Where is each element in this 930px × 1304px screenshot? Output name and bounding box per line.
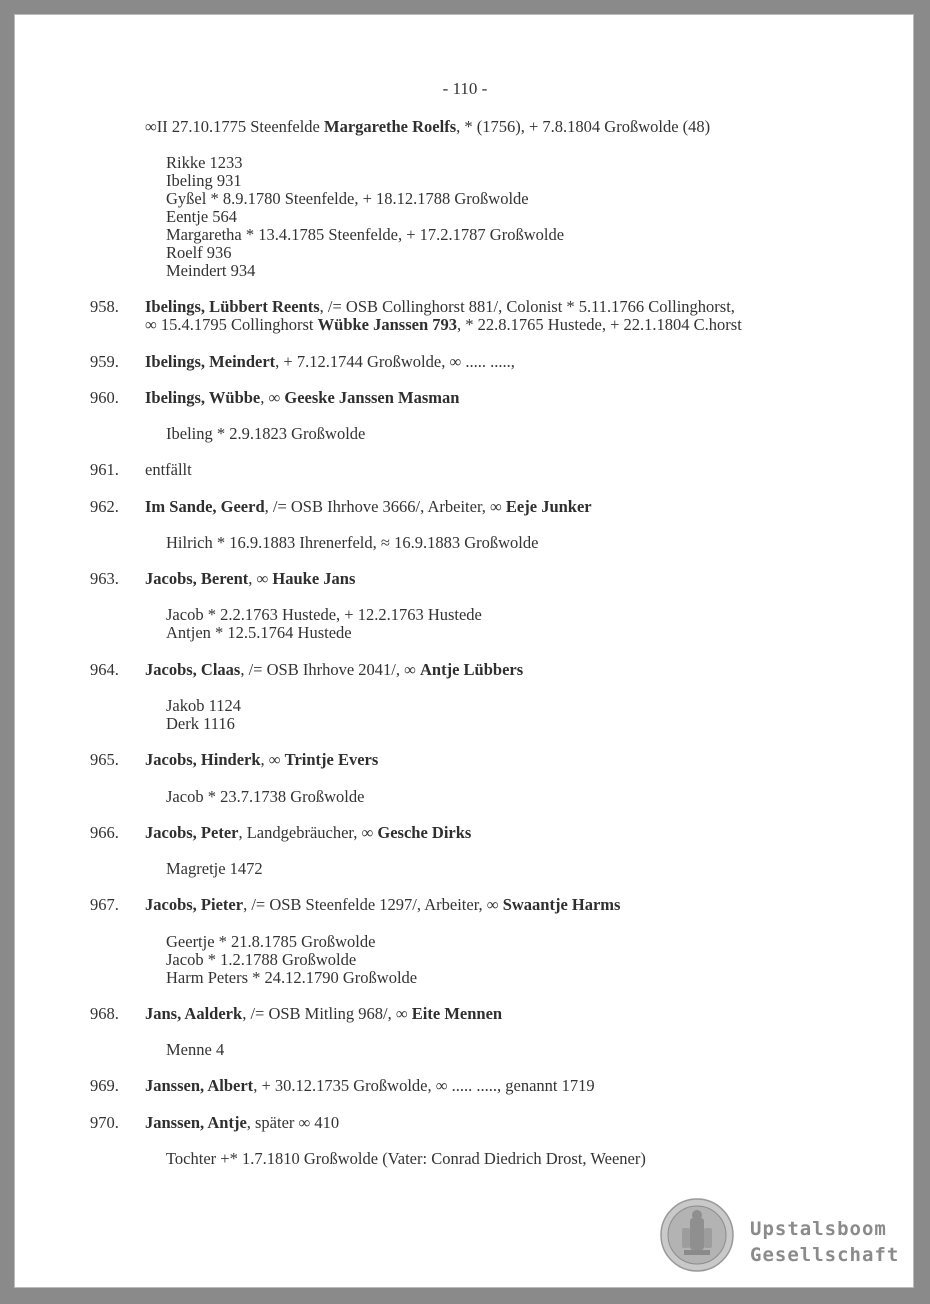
entry-line: Ibelings, Wübbe, ∞ Geeske Janssen Masman bbox=[145, 388, 460, 407]
entry-line: Ibelings, Meindert, + 7.12.1744 Großwolde, ∞ ..... ....., bbox=[145, 352, 515, 371]
entry-line: Ibelings, Lübbert Reents, /= OSB Collinghorst 881/, Colonist * 5.11.1766 Collinghorst, bbox=[145, 297, 735, 316]
child-line: Roelf 936 bbox=[166, 243, 232, 262]
entry-number: 958. bbox=[90, 297, 119, 316]
page-number: - 110 - bbox=[442, 79, 488, 98]
entry-number: 963. bbox=[90, 569, 119, 588]
entry-number: 959. bbox=[90, 352, 119, 371]
child-line: Ibeling 931 bbox=[166, 171, 242, 190]
child-line: Antjen * 12.5.1764 Hustede bbox=[166, 623, 352, 642]
entry-line: ∞ 15.4.1795 Collinghorst Wübke Janssen 793, * 22.8.1765 Hustede, + 22.1.1804 C.horst bbox=[145, 315, 742, 334]
child-line: Harm Peters * 24.12.1790 Großwolde bbox=[166, 968, 418, 987]
entry-number: 964. bbox=[90, 660, 119, 679]
entry-number: 967. bbox=[90, 895, 119, 914]
child-line: Meindert 934 bbox=[166, 261, 256, 280]
entry-line: Jacobs, Hinderk, ∞ Trintje Evers bbox=[145, 750, 379, 769]
child-line: Ibeling * 2.9.1823 Großwolde bbox=[166, 424, 366, 443]
child-line: Gyßel * 8.9.1780 Steenfelde, + 18.12.1788 Großwolde bbox=[166, 189, 529, 208]
child-line: Eentje 564 bbox=[166, 207, 238, 226]
entry-line: Jacobs, Berent, ∞ Hauke Jans bbox=[145, 569, 356, 588]
entry-line: Jacobs, Pieter, /= OSB Steenfelde 1297/, Arbeiter, ∞ Swaantje Harms bbox=[145, 895, 621, 914]
entry-line: entfällt bbox=[145, 460, 192, 479]
entry-number: 968. bbox=[90, 1004, 119, 1023]
entry-line: Jacobs, Peter, Landgebräucher, ∞ Gesche Dirks bbox=[145, 823, 472, 842]
child-line: Hilrich * 16.9.1883 Ihrenerfeld, ≈ 16.9.1883 Großwolde bbox=[166, 533, 539, 552]
entry-line: Jacobs, Claas, /= OSB Ihrhove 2041/, ∞ Antje Lübbers bbox=[145, 660, 524, 679]
entry-number: 970. bbox=[90, 1113, 119, 1132]
entry-number: 961. bbox=[90, 460, 119, 479]
child-line: Magretje 1472 bbox=[166, 859, 263, 878]
child-line: Derk 1116 bbox=[166, 714, 235, 733]
child-line: Jacob * 2.2.1763 Hustede, + 12.2.1763 Hustede bbox=[166, 605, 482, 624]
brand-line-1: Upstalsboom bbox=[750, 1218, 887, 1240]
child-line: Rikke 1233 bbox=[166, 153, 243, 172]
child-line: Margaretha * 13.4.1785 Steenfelde, + 17.2.1787 Großwolde bbox=[166, 225, 565, 244]
entry-line: Janssen, Antje, später ∞ 410 bbox=[145, 1113, 340, 1132]
child-line: Jacob * 1.2.1788 Großwolde bbox=[166, 950, 357, 969]
child-line: Jacob * 23.7.1738 Großwolde bbox=[166, 787, 365, 806]
child-line: Tochter +* 1.7.1810 Großwolde (Vater: Conrad Diedrich Drost, Weener) bbox=[166, 1149, 646, 1168]
seal-icon bbox=[660, 1198, 734, 1272]
child-line: Geertje * 21.8.1785 Großwolde bbox=[166, 932, 376, 951]
entry-line: Janssen, Albert, + 30.12.1735 Großwolde, ∞ ..... ....., genannt 1719 bbox=[145, 1076, 595, 1095]
brand-line-2: Gesellschaft bbox=[750, 1244, 900, 1266]
child-line: Jakob 1124 bbox=[166, 696, 242, 715]
entry-line: Jans, Aalderk, /= OSB Mitling 968/, ∞ Eite Mennen bbox=[145, 1004, 503, 1023]
entry-number: 966. bbox=[90, 823, 119, 842]
entry-number: 962. bbox=[90, 497, 119, 516]
marriage-line: ∞II 27.10.1775 Steenfelde Margarethe Roelfs, * (1756), + 7.8.1804 Großwolde (48) bbox=[145, 117, 711, 136]
child-line: Menne 4 bbox=[166, 1040, 225, 1059]
entry-number: 965. bbox=[90, 750, 119, 769]
entry-number: 960. bbox=[90, 388, 119, 407]
entry-line: Im Sande, Geerd, /= OSB Ihrhove 3666/, Arbeiter, ∞ Eeje Junker bbox=[145, 497, 592, 516]
entry-number: 969. bbox=[90, 1076, 119, 1095]
